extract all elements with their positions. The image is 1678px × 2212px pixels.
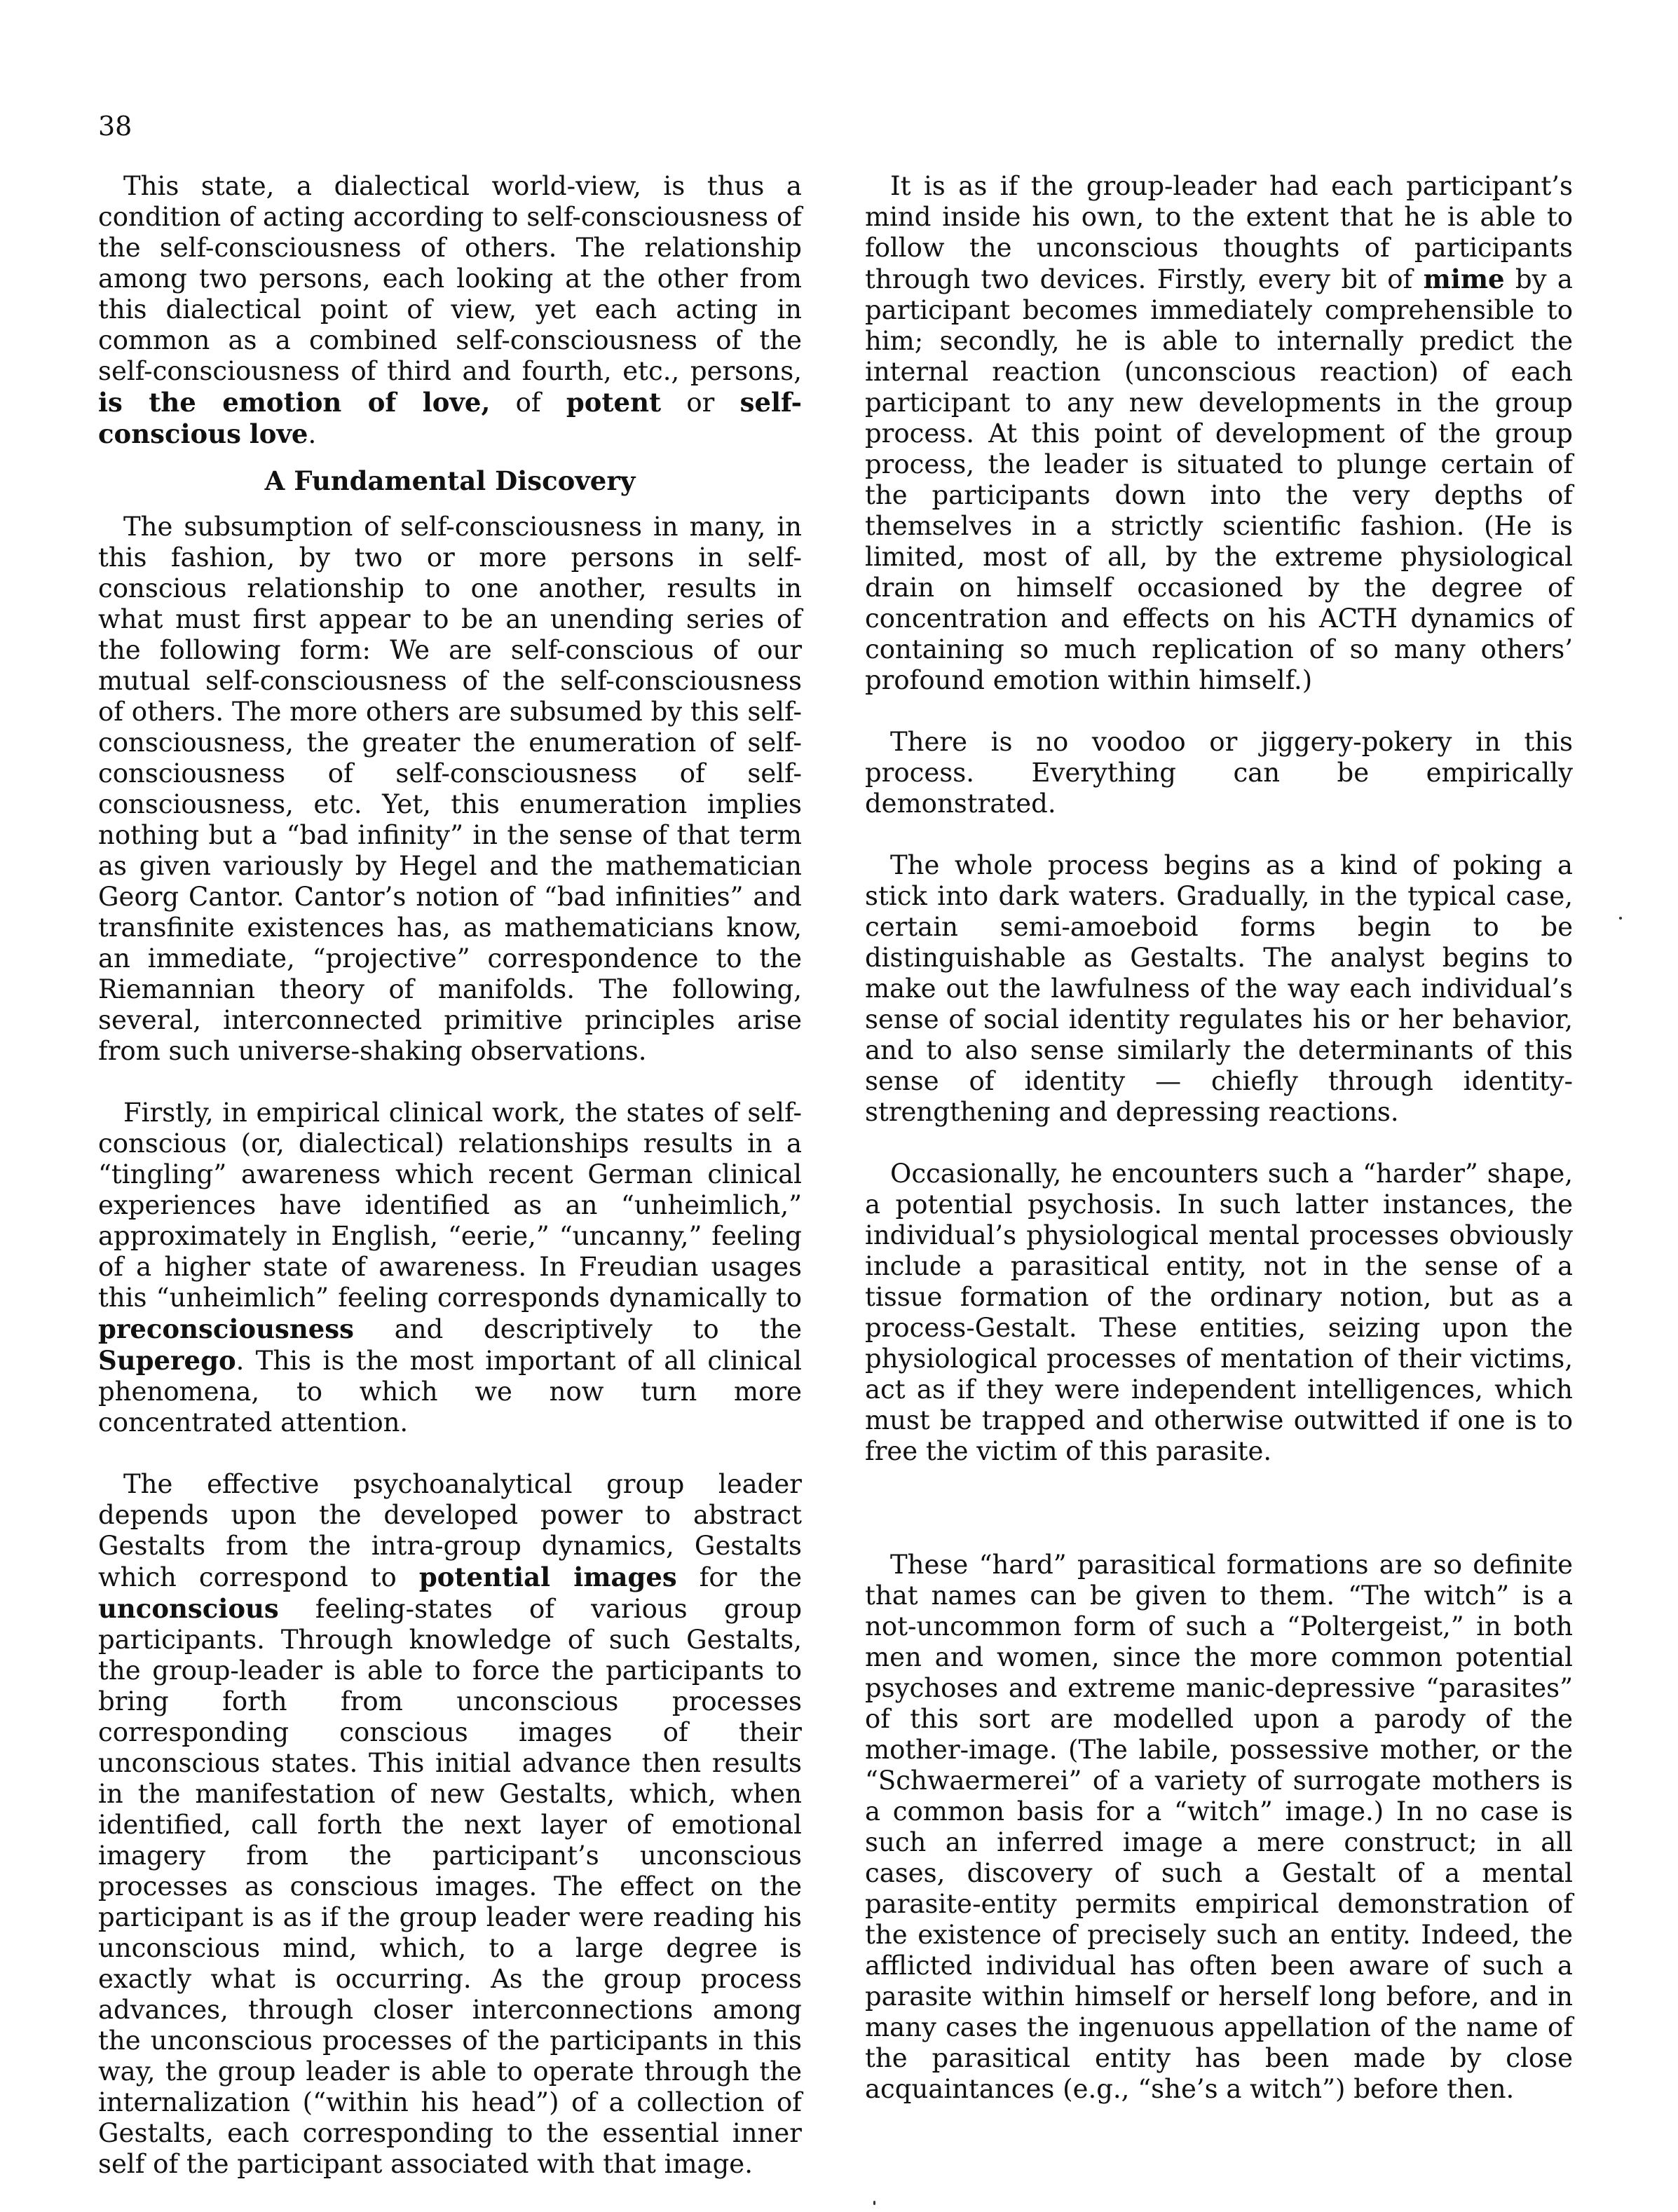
paragraph-no-voodoo: There is no voodoo or jiggery-pokery in this process. Everything can be empirically demonstrated. xyxy=(865,727,1573,819)
paragraph-poking-stick: The whole process begins as a kind of poking a stick into dark waters. Gradually, in the typical case, certain semi-amoeboid forms begin to be distinguishable as Gestalts. The analyst begins to make out the lawfulness of the way each individual’s sense of social identity regulates his or her behavior, and to also sense similarly the determinants of this sense of identity — chiefly through identity-strengthening and depressing reactions. xyxy=(865,850,1573,1127)
section-heading: A Fundamental Discovery xyxy=(264,465,636,496)
paragraph-group-leader-mind: It is as if the group-leader had each participant’s mind inside his own, to the extent that he is able to follow the unconscious thoughts of participants through two devices. Firstly, every bit of mime by a participant becomes immediately comprehensible to him; secondly, he is able to internally predict the internal reaction (unconscious reaction) of each participant to any new developments in the group process. At this point of development of the group process, the leader is situated to plunge certain of the participants down into the very depths of themselves in a strictly scientific fashion. (He is limited, most of all, by the extreme physiological drain on himself occasioned by the degree of concentration and effects on his ACTH dynamics of containing so much replication of so many others’ profound emotion within himself.) xyxy=(865,171,1573,695)
paragraph-harder-shape: Occasionally, he encounters such a “harder” shape, a potential psychosis. In such latter instances, the individual’s physiological mental processes obviously include a parasitical entity, not in the sense of a tissue formation of the ordinary notion, but as a process-Gestalt. These entities, seizing upon the physiological processes of mentation of their victims, act as if they were independent intelligences, which must be trapped and otherwise outwitted if one is to free the victim of this parasite. xyxy=(865,1159,1573,1466)
bold-emphasis: self-conscious xyxy=(98,387,802,449)
paragraph-dialectical-world-view: This state, a dialectical world-view, is thus a condition of acting according to self-consciousness of the self-consciousness of others. The relationship among two persons, each looking at the other from this dialectical point of view, yet each acting in common as a combined self-consciousness of the self-consciousness of third and fourth, etc., persons, is the emotion of love, of potent or self-conscious love. xyxy=(98,171,802,449)
bold-emphasis: unconscious xyxy=(98,1593,279,1624)
bold-emphasis: mime xyxy=(1423,264,1505,294)
paragraph-hard-parasitical-formations: These “hard” parasitical formations are so definite that names can be given to them. “The witch” is a not-uncommon form of such a “Poltergeist,” in both men and women, since the more common potential psychoses and extreme manic-depressive “parasites” of this sort are modelled upon a parody of the mother-image. (The labile, possessive mother, or the “Schwaermerei” of a variety of surrogate mothers is a common basis for a “witch” image.) In no case is such an inferred image a mere construct; in all cases, discovery of such a Gestalt of a mental parasite-entity permits empirical demonstration of the existence of precisely such an entity. Indeed, the afflicted individual has often been aware of such a parasite within himself or herself long before, and in many cases the ingenuous appellation of the name of the parasitical entity has been made by close acquaintances (e.g., “she’s a witch”) before then. xyxy=(865,1550,1573,2104)
paragraph-group-leader: The effective psychoanalytical group leader depends upon the developed power to abstract Gestalts from the intra-group dynamics, Gestalts which correspond to potential images for the unconscious feeling-states of various group participants. Through knowledge of such Gestalts, the group-leader is able to force the participants to bring forth from unconscious processes corresponding conscious images of their unconscious states. This initial advance then results in the manifestation of new Gestalts, which, when identified, call forth the next layer of emotional imagery from the participant’s unconscious processes as conscious images. The effect on the participant is as if the group leader were reading his unconscious mind, which, to a large degree is exactly what is occurring. As the group process advances, through closer interconnections among the unconscious processes of the participants in this way, the group leader is able to operate through the internalization (“within his head”) of a collection of Gestalts, each corresponding to the essential inner self of the participant associated with that image. xyxy=(98,1469,803,2179)
bold-emphasis: love xyxy=(249,418,308,449)
bold-emphasis: preconsciousness xyxy=(98,1313,354,1344)
bold-emphasis: potent xyxy=(566,387,662,418)
left-column xyxy=(98,171,802,2180)
right-column xyxy=(865,171,1573,2105)
bold-emphasis: potential images xyxy=(418,1562,677,1592)
paragraph-subsumption: The subsumption of self-consciousness in many, in this fashion, by two or more persons in self-conscious relationship to one another, results in what must first appear to be an unending series of the following form: We are self-conscious of our mutual self-consciousness of the self-consciousness of others. The more others are subsumed by this self-consciousness, the greater the enumeration of self-consciousness of self-consciousness of self-consciousness, etc. Yet, this enumeration implies nothing but a “bad infinity” in the sense of that term as given variously by Hegel and the mathematician Georg Cantor. Cantor’s notion of “bad infinities” and transfinite existences has, as mathematicians know, an immediate, “projective” correspondence to the Riemannian theory of manifolds. The following, several, interconnected primitive principles arise from such universe-shaking observations. xyxy=(98,512,802,1066)
page-number: 38 xyxy=(98,111,132,142)
paragraph-clinical-work: Firstly, in empirical clinical work, the states of self-conscious (or, dialectical) relationships results in a “tingling” awareness which recent German clinical experiences have identified as an “unheimlich,” approximately in English, “eerie,” “uncanny,” feeling of a higher state of awareness. In Freudian usages this “unheimlich” feeling corresponds dynamically to preconsciousness and descriptively to the Superego. This is the most important of all clinical phenomena, to which we now turn more concentrated attention. xyxy=(98,1098,802,1438)
print-speck xyxy=(1619,917,1622,920)
print-speck xyxy=(873,2201,875,2205)
bold-emphasis: Superego xyxy=(98,1345,236,1376)
bold-emphasis: is the emotion of love, xyxy=(98,387,491,418)
